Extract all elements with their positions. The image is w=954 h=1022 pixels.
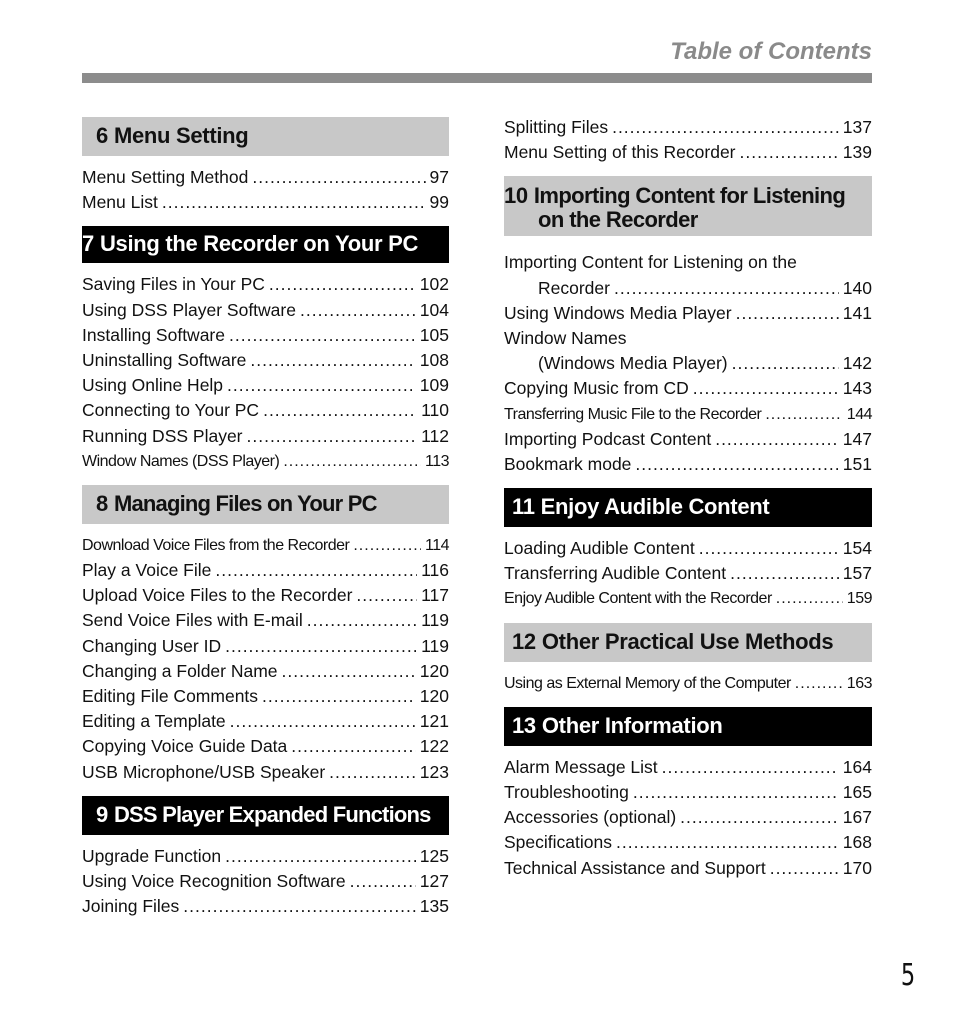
toc-section-12 [504, 623, 872, 696]
entry-title: Troubleshooting [504, 782, 629, 802]
entry-page: 114 [424, 536, 449, 554]
entry-page: 168 [842, 832, 872, 853]
toc-entry[interactable] [82, 634, 449, 659]
section-heading[interactable] [504, 176, 872, 236]
entry-title: Recorder [538, 277, 610, 298]
entry-title: Loading Audible Content [504, 538, 695, 559]
entry-title: Splitting Files [504, 117, 609, 137]
entry-title: Download Voice Files from the Recorder [82, 536, 350, 554]
toc-entry[interactable] [82, 894, 449, 919]
section-title: Importing Content for Listening on the Recorder [533, 183, 846, 233]
section-title: Menu Setting [113, 123, 249, 148]
entry-page: 154 [842, 538, 872, 559]
dot-leader [227, 373, 416, 398]
section-number: 7 [82, 231, 94, 257]
entry-page: 119 [421, 610, 449, 631]
dot-leader [350, 869, 416, 894]
entry-page: 165 [842, 782, 872, 802]
toc-entry[interactable] [504, 115, 872, 140]
dot-leader [795, 671, 843, 696]
dot-leader [732, 351, 839, 376]
section-heading[interactable] [82, 485, 449, 524]
toc-entry[interactable] [504, 856, 872, 881]
entry-title: Play a Voice File [82, 560, 212, 581]
entry-title: Upgrade Function [82, 845, 222, 866]
dot-leader [250, 348, 415, 373]
entry-page: 99 [429, 192, 449, 213]
toc-entry[interactable] [504, 780, 872, 805]
dot-leader [269, 272, 416, 297]
dot-leader [230, 709, 416, 734]
dot-leader [291, 734, 416, 759]
dot-leader [633, 780, 839, 805]
entry-title: Window Names [504, 327, 627, 348]
toc-entry[interactable] [504, 755, 872, 780]
toc-entry[interactable] [82, 398, 449, 423]
toc-entry[interactable] [82, 533, 449, 558]
section-heading[interactable] [504, 707, 872, 746]
entry-title: Accessories (optional) [504, 807, 677, 828]
entry-title: Transferring Music File to the Recorder [504, 405, 762, 423]
toc-section-6 [82, 117, 449, 215]
entry-title: Importing Podcast Content [504, 428, 712, 449]
dot-leader [715, 427, 839, 452]
toc-entry[interactable] [504, 561, 872, 586]
dot-leader [282, 659, 416, 684]
entry-title: Editing File Comments [82, 686, 259, 706]
toc-entry[interactable] [82, 734, 449, 759]
header-rule [82, 73, 872, 83]
entry-page: 135 [419, 896, 449, 917]
entry-page: 151 [842, 453, 872, 474]
entry-title: Upload Voice Files to the Recorder [82, 585, 353, 606]
section-number: 6 [96, 123, 108, 148]
dot-leader [183, 894, 416, 919]
toc-entry[interactable] [82, 558, 449, 583]
dot-leader [730, 561, 839, 586]
dot-leader [614, 276, 839, 301]
toc-section-8 [82, 485, 449, 785]
entry-title: Menu Setting of this Recorder [504, 142, 736, 163]
entry-page: 167 [842, 807, 872, 828]
toc-entry[interactable] [504, 276, 872, 301]
entry-page: 110 [421, 400, 449, 421]
dot-leader [770, 856, 839, 881]
toc-entry[interactable] [82, 298, 449, 323]
entry-page: 123 [419, 761, 449, 782]
toc-entry[interactable] [504, 301, 872, 326]
toc-entry[interactable] [82, 659, 449, 684]
toc-entry[interactable] [82, 709, 449, 734]
entry-page: 122 [419, 736, 449, 757]
toc-right-column [504, 115, 872, 892]
entry-title: Connecting to Your PC [82, 400, 260, 421]
toc-entry[interactable] [504, 402, 872, 427]
dot-leader [353, 533, 421, 558]
section-heading[interactable] [82, 796, 449, 835]
section-number: 9 [96, 801, 108, 827]
entry-page: 104 [419, 299, 449, 320]
entry-title: Using as External Memory of the Computer [504, 674, 791, 692]
dot-leader [736, 301, 839, 326]
toc-entry[interactable] [504, 326, 872, 351]
dot-leader [307, 608, 417, 633]
section-title: Other Information [541, 712, 723, 738]
toc-entry[interactable] [504, 536, 872, 561]
entry-title: Importing Content for Listening on the [504, 252, 797, 273]
dot-leader [616, 830, 839, 855]
toc-section-10 [504, 176, 872, 477]
entry-title: Using Voice Recognition Software [82, 870, 346, 891]
dot-leader [225, 634, 417, 659]
entry-page: 119 [421, 635, 449, 656]
entry-page: 108 [419, 349, 449, 370]
toc-entry[interactable] [504, 376, 872, 401]
entry-title: USB Microphone/USB Speaker [82, 761, 326, 782]
entry-page: 121 [419, 711, 449, 732]
dot-leader [612, 115, 839, 140]
toc-section-7 [82, 226, 449, 474]
entry-page: 140 [842, 277, 872, 298]
entry-page: 144 [846, 405, 872, 423]
entry-title: Using DSS Player Software [82, 299, 296, 320]
entry-page: 102 [419, 274, 449, 295]
toc-entry[interactable] [504, 250, 872, 275]
entry-page: 157 [842, 563, 872, 584]
section-number: 8 [96, 490, 108, 516]
toc-section-9 [82, 796, 449, 920]
section-title: Enjoy Audible Content [540, 494, 770, 520]
entry-title: Running DSS Player [82, 425, 243, 446]
entry-title: Alarm Message List [504, 756, 658, 777]
toc-section-13 [504, 707, 872, 881]
entry-title: Specifications [504, 832, 612, 853]
entry-page: 137 [842, 117, 872, 137]
entry-title: Menu Setting Method [82, 167, 249, 187]
entry-page: 120 [419, 686, 449, 706]
entry-title: Editing a Template [82, 711, 226, 732]
toc-entry[interactable] [82, 348, 449, 373]
entry-title: Copying Voice Guide Data [82, 736, 288, 757]
entry-page: 97 [429, 167, 449, 187]
dot-leader [215, 558, 417, 583]
toc-entry[interactable] [504, 452, 872, 477]
section-title: DSS Player Expanded Functions [113, 801, 431, 827]
page-number: 5 [900, 958, 916, 993]
toc-entry[interactable] [82, 869, 449, 894]
section-title: Other Practical Use Methods [541, 628, 834, 654]
entry-page: 170 [842, 857, 872, 878]
entry-title: Joining Files [82, 896, 180, 917]
entry-page: 147 [842, 428, 872, 449]
section-number: 10 [504, 183, 528, 209]
entry-page: 127 [419, 870, 449, 891]
toc-entry[interactable] [82, 165, 449, 190]
dot-leader [263, 398, 417, 423]
toc-entry[interactable] [504, 830, 872, 855]
toc-entry[interactable] [82, 608, 449, 633]
entry-page: 105 [419, 324, 449, 345]
toc-entry[interactable] [82, 373, 449, 398]
dot-leader [356, 583, 417, 608]
toc-entry[interactable] [504, 671, 872, 696]
toc-entry[interactable] [82, 190, 449, 215]
entry-page: 164 [842, 756, 872, 777]
toc-entry[interactable] [504, 351, 872, 376]
entry-title: Changing a Folder Name [82, 660, 278, 681]
entry-title: Transferring Audible Content [504, 563, 727, 584]
entry-page: 142 [842, 353, 872, 374]
entry-page: 112 [421, 425, 449, 446]
toc-entry[interactable] [82, 684, 449, 709]
entry-page: 143 [842, 378, 872, 399]
dot-leader [740, 140, 839, 165]
section-heading[interactable] [504, 623, 872, 662]
entry-page: 141 [842, 302, 872, 323]
section-number: 13 [512, 712, 536, 738]
entry-title: Window Names (DSS Player) [82, 452, 280, 470]
dot-leader [680, 805, 839, 830]
entry-title: Using Windows Media Player [504, 302, 732, 323]
section-heading[interactable] [504, 488, 872, 527]
dot-leader [252, 165, 425, 190]
toc-entry[interactable] [504, 586, 872, 611]
entry-page: 163 [846, 674, 872, 692]
entry-page: 125 [419, 845, 449, 866]
dot-leader [225, 844, 416, 869]
section-heading[interactable] [82, 117, 449, 156]
toc-entry[interactable] [82, 272, 449, 297]
entry-title: Enjoy Audible Content with the Recorder [504, 590, 772, 608]
dot-leader [765, 402, 842, 427]
toc-entry[interactable] [82, 323, 449, 348]
toc-entry[interactable] [82, 760, 449, 785]
toc-entry[interactable] [504, 805, 872, 830]
entry-title: (Windows Media Player) [538, 353, 728, 374]
toc-continued-entries [504, 115, 872, 165]
entry-page: 159 [846, 590, 872, 608]
entry-title: Saving Files in Your PC [82, 274, 265, 295]
entry-title: Copying Music from CD [504, 378, 689, 399]
entry-title: Send Voice Files with E-mail [82, 610, 303, 631]
dot-leader [635, 452, 838, 477]
entry-title: Bookmark mode [504, 453, 632, 474]
section-title: Using the Recorder on Your PC [99, 231, 419, 257]
dot-leader [247, 424, 418, 449]
dot-leader [283, 449, 421, 474]
dot-leader [329, 760, 416, 785]
entry-title: Uninstalling Software [82, 349, 247, 370]
toc-section-11 [504, 488, 872, 612]
page-header-title: Table of Contents [670, 38, 872, 65]
entry-title: Using Online Help [82, 375, 224, 396]
entry-page: 139 [842, 142, 872, 163]
toc-entry[interactable] [82, 583, 449, 608]
dot-leader [300, 298, 416, 323]
dot-leader [262, 684, 416, 709]
entry-page: 116 [421, 560, 449, 581]
toc-entry[interactable] [504, 140, 872, 165]
dot-leader [693, 376, 839, 401]
dot-leader [776, 586, 843, 611]
entry-page: 120 [419, 660, 449, 681]
toc-left-column [82, 117, 449, 930]
dot-leader [229, 323, 416, 348]
section-heading[interactable] [82, 226, 449, 263]
entry-title: Changing User ID [82, 635, 222, 656]
entry-page: 109 [419, 375, 449, 396]
entry-title: Installing Software [82, 324, 225, 345]
toc-entry[interactable] [82, 424, 449, 449]
dot-leader [162, 190, 426, 215]
entry-title: Technical Assistance and Support [504, 857, 766, 878]
toc-entry[interactable] [82, 844, 449, 869]
dot-leader [699, 536, 839, 561]
toc-entry[interactable] [504, 427, 872, 452]
section-number: 12 [512, 628, 536, 654]
section-title: Managing Files on Your PC [113, 490, 377, 516]
entry-title: Menu List [82, 192, 158, 213]
section-number: 11 [512, 494, 535, 520]
entry-page: 117 [421, 585, 449, 606]
toc-entry[interactable] [82, 449, 449, 474]
entry-page: 113 [424, 452, 449, 470]
dot-leader [662, 755, 839, 780]
